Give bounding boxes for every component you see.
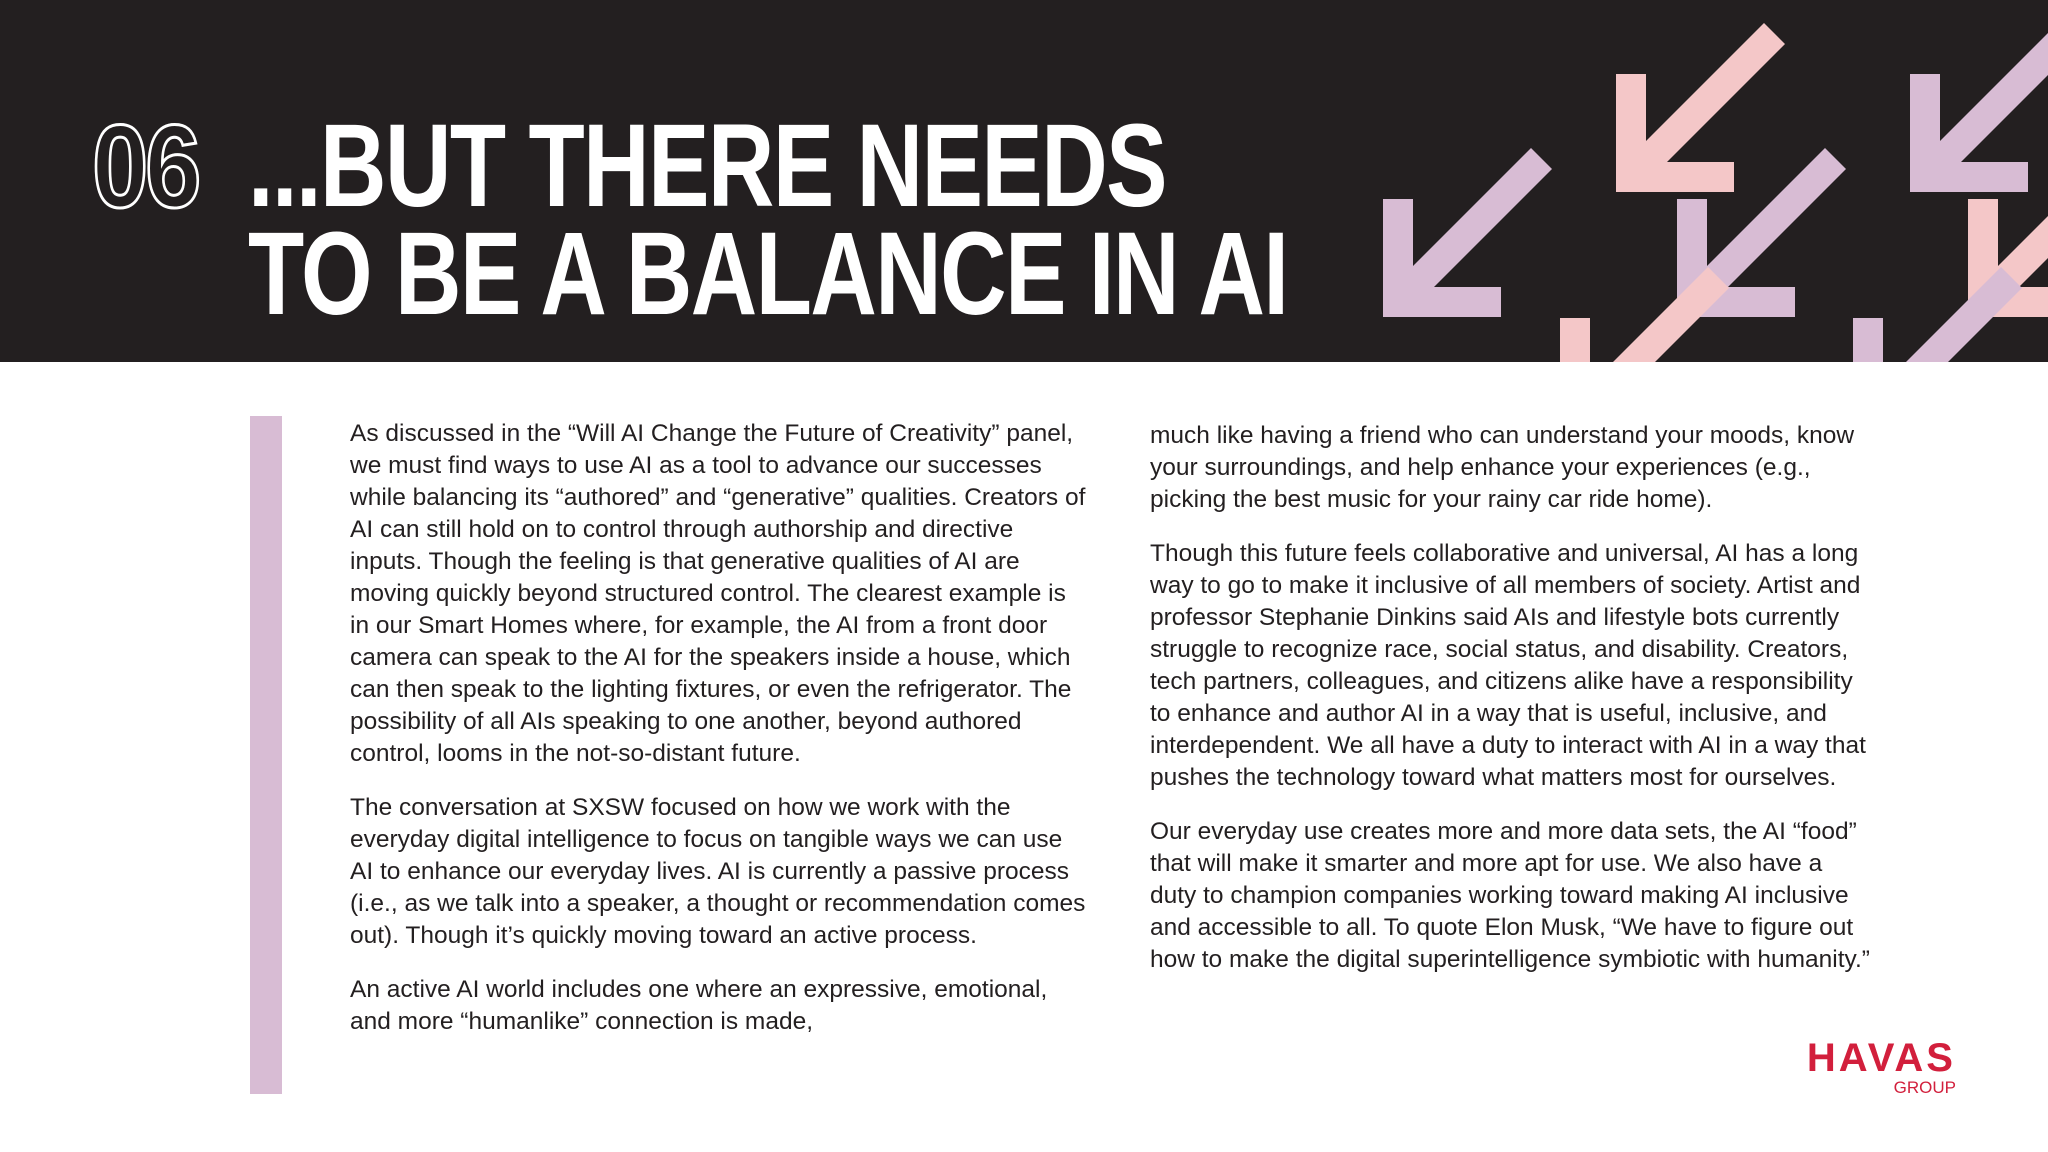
section-number: 06 xyxy=(92,101,199,233)
paragraph: The conversation at SXSW focused on how we work with the everyday digital intelligence to focus on tangible ways we can use AI to enhance our everyday lives. AI is currently a passive process (i.e., as we talk into a speaker, a thought or recommendation comes out). Though it’s quickly moving toward an active process. xyxy=(350,794,1086,949)
paragraph: As discussed in the “Will AI Change the Future of Creativity” panel, we must find ways to use AI as a tool to advance our successes while balancing its “authored” and “generative” qualities. Creators of AI can still hold on to control through authorship and directive inputs. Though the feeling is that generative qualities of AI are moving quickly beyond structured control. The clearest example is in our Smart Homes where, for example, the AI from a front door camera can speak to the AI for the speakers inside a house, which can then speak to the lighting fixtures, or even the refrigerator. The possibility of all AIs speaking to one another, beyond authored control, looms in the not-so-distant future. xyxy=(350,420,1086,767)
logo-wordmark: HAVAS xyxy=(1806,1036,1956,1080)
paragraph: An active AI world includes one where an expressive, emotional, and more “humanlike” connection is made, xyxy=(350,976,1048,1035)
paragraph: Though this future feels collaborative and universal, AI has a long way to go to make it inclusive of all members of society. Artist and professor Stephanie Dinkins said AIs and lifestyle bots currently struggle to recognize race, social status, and disability. Creators, tech partners, colleagues, and citizens alike have a responsibility to enhance and author AI in a way that is useful, inclusive, and interdependent. We all have a duty to interact with AI in a way that pushes the technology toward what matters most for ourselves. xyxy=(1150,540,1866,791)
title-line-2: TO BE A BALANCE IN AI xyxy=(248,208,1288,340)
paragraph: Our everyday use creates more and more data sets, the AI “food” that will make it smarter and more apt for use. We also have a duty to champion companies working toward making AI inclusive and accessible to all. To quote Elon Musk, “We have to figure out how to make the digital superintelligence symbiotic with humanity.” xyxy=(1150,818,1870,973)
body-column-right xyxy=(1150,420,1870,998)
arrow-icon xyxy=(1616,23,1785,192)
decorative-arrows xyxy=(0,0,2048,362)
arrow-icon xyxy=(1910,23,2048,192)
title-line-1: ...BUT THERE NEEDS xyxy=(248,100,1166,232)
paragraph: much like having a friend who can understand your moods, know your surroundings, and help enhance your experiences (e.g., picking the best music for your rainy car ride home). xyxy=(1150,422,1855,513)
arrow-icon xyxy=(1383,148,1552,317)
accent-bar xyxy=(250,416,282,1094)
body-column-left xyxy=(350,418,1090,1060)
havas-group-logo xyxy=(1806,1038,1956,1097)
logo-subtitle: GROUP xyxy=(1893,1078,1956,1097)
header-banner xyxy=(0,0,2048,362)
